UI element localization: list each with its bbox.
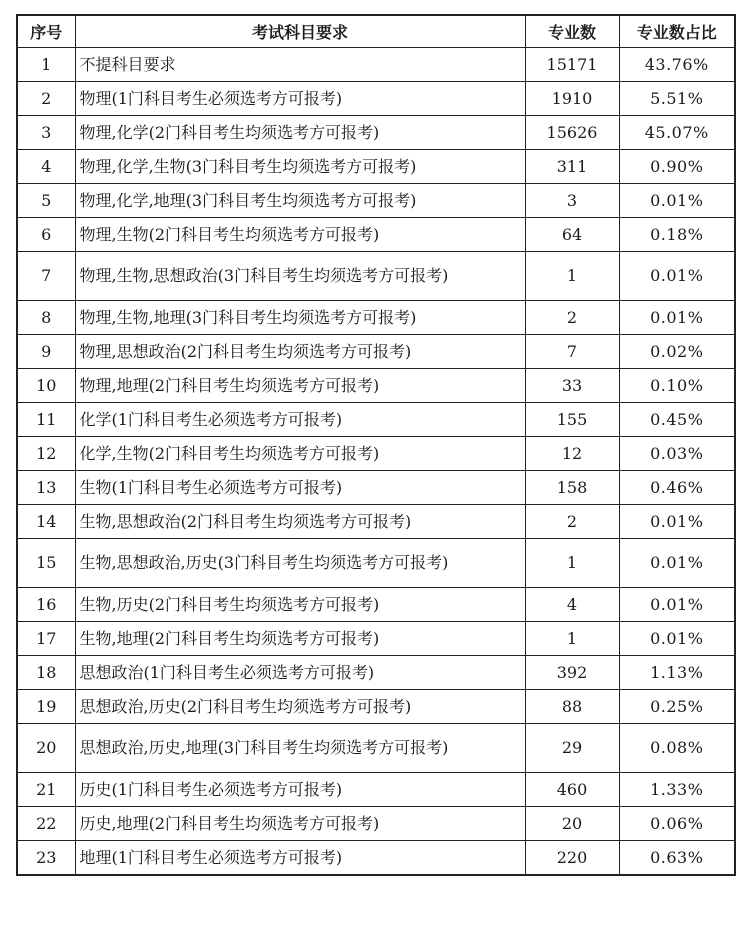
row-requirement: 思想政治,历史(2门科目考生均须选考方可报考) — [75, 690, 525, 724]
header-count: 专业数 — [525, 15, 619, 48]
row-index: 7 — [17, 252, 75, 301]
row-requirement: 物理(1门科目考生必须选考方可报考) — [75, 82, 525, 116]
row-requirement: 物理,地理(2门科目考生均须选考方可报考) — [75, 369, 525, 403]
row-index: 22 — [17, 807, 75, 841]
row-index: 3 — [17, 116, 75, 150]
row-requirement: 物理,化学,生物(3门科目考生均须选考方可报考) — [75, 150, 525, 184]
table-row — [17, 724, 735, 773]
row-count: 7 — [525, 335, 619, 369]
row-requirement: 物理,生物(2门科目考生均须选考方可报考) — [75, 218, 525, 252]
row-requirement: 不提科目要求 — [75, 48, 525, 82]
header-index: 序号 — [17, 15, 75, 48]
table-row — [17, 622, 735, 656]
row-index: 16 — [17, 588, 75, 622]
row-requirement: 历史(1门科目考生必须选考方可报考) — [75, 773, 525, 807]
row-requirement: 历史,地理(2门科目考生均须选考方可报考) — [75, 807, 525, 841]
row-requirement: 物理,生物,思想政治(3门科目考生均须选考方可报考) — [75, 252, 525, 301]
row-requirement: 生物,思想政治(2门科目考生均须选考方可报考) — [75, 505, 525, 539]
table-row — [17, 369, 735, 403]
row-requirement: 物理,化学,地理(3门科目考生均须选考方可报考) — [75, 184, 525, 218]
table-row — [17, 539, 735, 588]
row-count: 64 — [525, 218, 619, 252]
table-row — [17, 807, 735, 841]
row-index: 15 — [17, 539, 75, 588]
row-count: 88 — [525, 690, 619, 724]
row-count: 3 — [525, 184, 619, 218]
row-index: 1 — [17, 48, 75, 82]
row-count: 2 — [525, 505, 619, 539]
row-percent: 45.07% — [619, 116, 735, 150]
row-index: 13 — [17, 471, 75, 505]
row-index: 12 — [17, 437, 75, 471]
row-requirement: 思想政治(1门科目考生必须选考方可报考) — [75, 656, 525, 690]
row-count: 1 — [525, 539, 619, 588]
row-percent: 0.18% — [619, 218, 735, 252]
table-row — [17, 82, 735, 116]
row-percent: 43.76% — [619, 48, 735, 82]
table-row — [17, 403, 735, 437]
row-percent: 0.01% — [619, 301, 735, 335]
table-row — [17, 335, 735, 369]
row-requirement: 生物,思想政治,历史(3门科目考生均须选考方可报考) — [75, 539, 525, 588]
table-header-row — [17, 15, 735, 48]
table-row — [17, 841, 735, 876]
row-percent: 0.08% — [619, 724, 735, 773]
row-requirement: 物理,化学(2门科目考生均须选考方可报考) — [75, 116, 525, 150]
row-percent: 0.63% — [619, 841, 735, 876]
row-count: 460 — [525, 773, 619, 807]
row-index: 23 — [17, 841, 75, 876]
row-count: 4 — [525, 588, 619, 622]
row-requirement: 地理(1门科目考生必须选考方可报考) — [75, 841, 525, 876]
row-percent: 0.06% — [619, 807, 735, 841]
row-count: 155 — [525, 403, 619, 437]
table-row — [17, 656, 735, 690]
row-requirement: 物理,思想政治(2门科目考生均须选考方可报考) — [75, 335, 525, 369]
row-requirement: 生物(1门科目考生必须选考方可报考) — [75, 471, 525, 505]
subject-requirements-table — [16, 14, 736, 876]
row-requirement: 化学,生物(2门科目考生均须选考方可报考) — [75, 437, 525, 471]
row-percent: 0.25% — [619, 690, 735, 724]
row-index: 17 — [17, 622, 75, 656]
table-row — [17, 773, 735, 807]
row-percent: 0.01% — [619, 622, 735, 656]
row-count: 1 — [525, 252, 619, 301]
row-count: 12 — [525, 437, 619, 471]
row-percent: 0.01% — [619, 505, 735, 539]
row-index: 5 — [17, 184, 75, 218]
row-percent: 0.46% — [619, 471, 735, 505]
row-percent: 0.03% — [619, 437, 735, 471]
table-body — [17, 48, 735, 876]
row-percent: 1.33% — [619, 773, 735, 807]
row-index: 2 — [17, 82, 75, 116]
row-percent: 0.01% — [619, 252, 735, 301]
row-count: 2 — [525, 301, 619, 335]
row-requirement: 生物,历史(2门科目考生均须选考方可报考) — [75, 588, 525, 622]
row-index: 9 — [17, 335, 75, 369]
row-count: 15171 — [525, 48, 619, 82]
header-requirement: 考试科目要求 — [75, 15, 525, 48]
row-requirement: 生物,地理(2门科目考生均须选考方可报考) — [75, 622, 525, 656]
table-row — [17, 471, 735, 505]
row-count: 1 — [525, 622, 619, 656]
row-percent: 0.10% — [619, 369, 735, 403]
row-count: 33 — [525, 369, 619, 403]
row-percent: 0.01% — [619, 588, 735, 622]
row-index: 10 — [17, 369, 75, 403]
row-index: 19 — [17, 690, 75, 724]
row-percent: 0.01% — [619, 539, 735, 588]
row-index: 18 — [17, 656, 75, 690]
row-count: 1910 — [525, 82, 619, 116]
row-count: 220 — [525, 841, 619, 876]
row-count: 158 — [525, 471, 619, 505]
row-index: 20 — [17, 724, 75, 773]
row-count: 392 — [525, 656, 619, 690]
table-row — [17, 588, 735, 622]
row-percent: 0.90% — [619, 150, 735, 184]
table-row — [17, 218, 735, 252]
table-row — [17, 116, 735, 150]
row-index: 14 — [17, 505, 75, 539]
row-count: 15626 — [525, 116, 619, 150]
table-row — [17, 690, 735, 724]
row-index: 11 — [17, 403, 75, 437]
table-row — [17, 301, 735, 335]
row-requirement: 物理,生物,地理(3门科目考生均须选考方可报考) — [75, 301, 525, 335]
row-count: 20 — [525, 807, 619, 841]
row-index: 8 — [17, 301, 75, 335]
table-row — [17, 150, 735, 184]
row-count: 311 — [525, 150, 619, 184]
row-index: 4 — [17, 150, 75, 184]
header-percent: 专业数占比 — [619, 15, 735, 48]
table-row — [17, 252, 735, 301]
row-percent: 1.13% — [619, 656, 735, 690]
row-requirement: 化学(1门科目考生必须选考方可报考) — [75, 403, 525, 437]
table-row — [17, 437, 735, 471]
table-row — [17, 184, 735, 218]
row-percent: 5.51% — [619, 82, 735, 116]
row-requirement: 思想政治,历史,地理(3门科目考生均须选考方可报考) — [75, 724, 525, 773]
row-percent: 0.45% — [619, 403, 735, 437]
table-row — [17, 48, 735, 82]
row-percent: 0.01% — [619, 184, 735, 218]
row-index: 6 — [17, 218, 75, 252]
row-index: 21 — [17, 773, 75, 807]
row-percent: 0.02% — [619, 335, 735, 369]
table-row — [17, 505, 735, 539]
row-count: 29 — [525, 724, 619, 773]
